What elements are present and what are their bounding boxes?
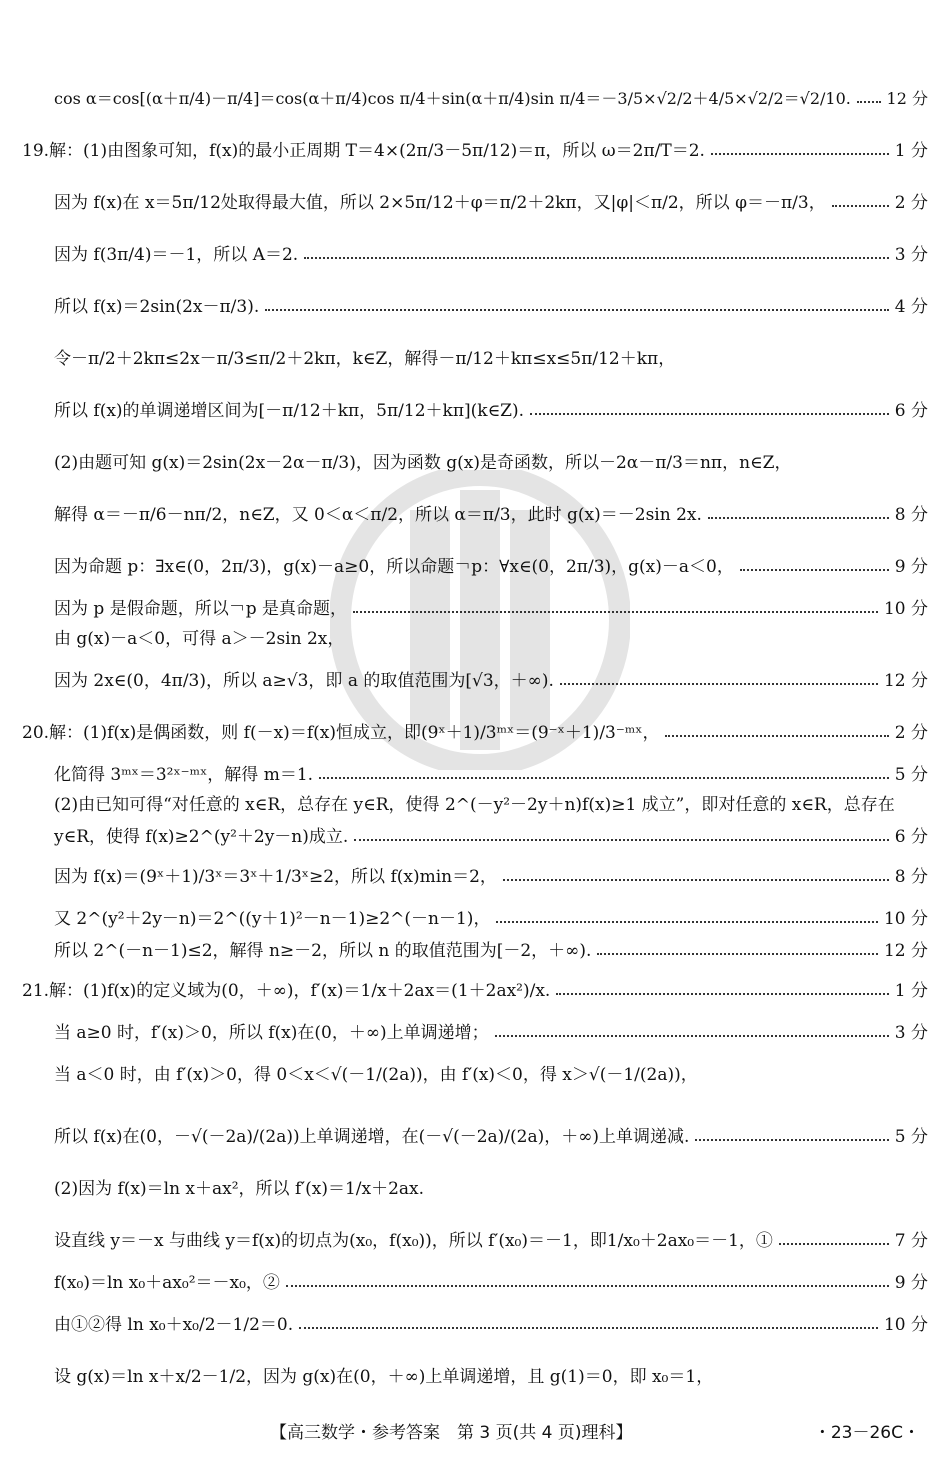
answer-line-text — [54, 764, 313, 786]
answer-line — [54, 1022, 928, 1044]
solution-text: 又 2^(y²＋2y－n)＝2^((y＋1)²－n－1)≥2^(－n－1)， — [54, 909, 491, 929]
score-label: 12 分 — [883, 671, 928, 691]
solution-text: 设 g(x)＝ln x＋x/2－1/2，因为 g(x)在(0，＋∞)上单调递增，且 g(1)＝0，即 x₀＝1， — [54, 1367, 714, 1387]
score-label: 9 分 — [894, 557, 928, 577]
answer-line — [22, 140, 928, 162]
score-label: 4 分 — [894, 297, 928, 317]
score-label: 9 分 — [894, 1273, 928, 1293]
answer-line-text — [54, 598, 347, 620]
question-number: 21. — [22, 981, 50, 1001]
score-label: 7 分 — [894, 1231, 928, 1251]
dot-leader — [354, 839, 888, 841]
score-label: 10 分 — [883, 1315, 928, 1335]
solution-text: 因为 p 是假命题，所以￢p 是真命题， — [54, 599, 347, 619]
dot-leader — [560, 683, 878, 685]
dot-leader — [556, 993, 888, 995]
solution-text: y∈R，使得 f(x)≥2^(y²＋2y－n)成立. — [54, 827, 349, 847]
answer-line — [54, 826, 928, 848]
answer-line — [54, 1064, 928, 1086]
answer-line-text — [54, 826, 348, 848]
dot-leader — [503, 879, 889, 881]
answer-line-text — [54, 670, 554, 692]
dot-leader — [597, 953, 878, 955]
answer-line — [54, 556, 928, 578]
solution-text: 由①②得 ln x₀＋x₀/2－1/2＝0. — [54, 1315, 294, 1335]
answer-line-text — [54, 1064, 698, 1086]
dot-leader — [299, 1327, 878, 1329]
answer-line-text — [54, 348, 675, 370]
solution-text: (2)由已知可得“对任意的 x∈R，总存在 y∈R，使得 2^(－y²－2y＋n)f(x)≥1 成立”，即对任意的 x∈R，总存在 — [54, 795, 895, 815]
score-label: 5 分 — [894, 1127, 928, 1147]
dot-leader — [695, 1139, 888, 1141]
answer-line-text — [54, 504, 702, 526]
solution-text: 所以 f(x)的单调递增区间为[－π/12＋kπ，5π/12＋kπ](k∈Z). — [54, 401, 525, 421]
answer-line-text — [54, 908, 490, 930]
dot-leader — [265, 309, 889, 311]
dot-leader — [319, 777, 889, 779]
answer-line — [54, 764, 928, 786]
dot-leader — [740, 569, 889, 571]
dot-leader — [530, 413, 889, 415]
answer-line-text — [54, 400, 524, 422]
answer-line-text — [54, 1230, 773, 1252]
score-label: 2 分 — [894, 193, 928, 213]
solution-text: (2)由题可知 g(x)＝2sin(2x－2α－π/3)，因为函数 g(x)是奇函数，所以－2α－π/3＝nπ，n∈Z， — [54, 453, 792, 473]
answer-line — [54, 1178, 928, 1200]
score-label: 3 分 — [894, 245, 928, 265]
dot-leader — [353, 611, 878, 613]
answer-line — [54, 1126, 928, 1148]
answer-line-text — [54, 1314, 293, 1336]
solution-text: 解：(1)f(x)是偶函数，则 f(－x)＝f(x)恒成立，即(9ˣ＋1)/3ᵐˣ＝(9⁻ˣ＋1)/3⁻ᵐˣ， — [49, 723, 660, 743]
answer-line — [54, 348, 928, 370]
answer-line-text — [54, 244, 298, 266]
score-label: 1 分 — [894, 141, 928, 161]
answer-line — [54, 504, 928, 526]
page-footer — [0, 1418, 950, 1442]
answer-line — [54, 88, 928, 110]
answer-line — [54, 1314, 928, 1336]
dot-leader — [286, 1285, 889, 1287]
answer-line-text — [22, 980, 550, 1002]
solution-text: 所以 f(x)＝2sin(2x－π/3). — [54, 297, 260, 317]
answer-line-text — [54, 1126, 689, 1148]
answer-line — [54, 296, 928, 318]
solution-text: 当 a≥0 时，f′(x)＞0，所以 f(x)在(0，＋∞)上单调递增； — [54, 1023, 489, 1043]
score-label: 12 分 — [886, 89, 928, 108]
answer-line — [54, 1272, 928, 1294]
answer-line — [54, 1230, 928, 1252]
answer-line — [54, 794, 928, 816]
solution-text: 因为 f(3π/4)＝－1，所以 A＝2. — [54, 245, 299, 265]
answer-line-text — [54, 940, 591, 962]
answer-line — [54, 192, 928, 214]
answer-line-text — [54, 296, 259, 318]
answer-line — [22, 980, 928, 1002]
solution-text: 所以 2^(－n－1)≤2，解得 n≥－2，所以 n 的取值范围为[－2，＋∞). — [54, 941, 592, 961]
score-label: 6 分 — [894, 827, 928, 847]
answer-line — [54, 866, 928, 888]
answer-line-text — [54, 1272, 280, 1294]
score-label: 8 分 — [894, 505, 928, 525]
footer-title: 【高三数学・参考答案 第 3 页(共 4 页)理科】 — [270, 1423, 633, 1443]
solution-text: 因为 2x∈(0，4π/3)，所以 a≥√3，即 a 的取值范围为[√3，＋∞). — [54, 671, 554, 691]
solution-text: 因为命题 p：∃x∈(0，2π/3)，g(x)－a≥0，所以命题￢p：∀x∈(0，2π/3)，g(x)－a＜0， — [54, 557, 734, 577]
solution-text: f(x₀)＝ln x₀＋ax₀²＝－x₀，② — [54, 1273, 280, 1293]
answer-line — [54, 400, 928, 422]
answer-line-text — [54, 866, 497, 888]
dot-leader — [304, 257, 889, 259]
solution-text: (2)因为 f(x)＝ln x＋ax²，所以 f′(x)＝1/x＋2ax. — [54, 1179, 425, 1199]
answer-line-text — [54, 1366, 713, 1388]
answer-line — [54, 598, 928, 620]
answer-line — [22, 722, 928, 744]
score-label: 3 分 — [894, 1023, 928, 1043]
dot-leader — [665, 735, 888, 737]
solution-text: 所以 f(x)在(0，－√(－2a)/(2a))上单调递增，在(－√(－2a)/(2a)，＋∞)上单调递减. — [54, 1127, 690, 1147]
answer-line — [54, 940, 928, 962]
answer-line-text — [54, 1178, 424, 1200]
answer-line — [54, 628, 928, 650]
score-label: 10 分 — [883, 909, 928, 929]
answer-line-text — [22, 140, 705, 162]
score-label: 2 分 — [894, 723, 928, 743]
dot-leader — [496, 921, 878, 923]
question-number: 19. — [22, 141, 50, 161]
question-number: 20. — [22, 723, 50, 743]
solution-text: 因为 f(x)＝(9ˣ＋1)/3ˣ＝3ˣ＋1/3ˣ≥2，所以 f(x)min＝2， — [54, 867, 497, 887]
solution-text: 解：(1)由图象可知，f(x)的最小正周期 T＝4×(2π/3－5π/12)＝π，所以 ω＝2π/T＝2. — [49, 141, 705, 161]
solution-text: 令－π/2＋2kπ≤2x－π/3≤π/2＋2kπ，k∈Z，解得－π/12＋kπ≤x≤5π/12＋kπ， — [54, 349, 676, 369]
solution-text: 当 a＜0 时，由 f′(x)＞0，得 0＜x＜√(－1/(2a))，由 f′(x)＜0，得 x＞√(－1/(2a))， — [54, 1065, 698, 1085]
solution-text: 由 g(x)－a＜0，可得 a＞－2sin 2x， — [54, 629, 345, 649]
answer-line-text — [54, 88, 851, 110]
answer-line — [54, 1366, 928, 1388]
answer-line — [54, 244, 928, 266]
solution-text: 解：(1)f(x)的定义域为(0，＋∞)，f′(x)＝1/x＋2ax＝(1＋2ax²)/x. — [49, 981, 551, 1001]
answer-line — [54, 452, 928, 474]
score-label: 12 分 — [883, 941, 928, 961]
solution-text: 解得 α＝－π/6－nπ/2，n∈Z，又 0＜α＜π/2，所以 α＝π/3，此时 g(x)＝－2sin 2x. — [54, 505, 702, 525]
dot-leader — [779, 1243, 889, 1245]
answer-line-text — [54, 556, 734, 578]
score-label: 1 分 — [894, 981, 928, 1001]
answer-line — [54, 670, 928, 692]
solution-text: 因为 f(x)在 x＝5π/12处取得最大值，所以 2×5π/12＋φ＝π/2＋2kπ，又|φ|＜π/2，所以 φ＝－π/3， — [54, 193, 826, 213]
answer-line — [54, 908, 928, 930]
solution-text: cos α＝cos[(α＋π/4)－π/4]＝cos(α＋π/4)cos π/4＋sin(α＋π/4)sin π/4＝－3/5×√2/2＋4/5×√2/2＝√2/10. — [54, 89, 851, 108]
score-label: 5 分 — [894, 765, 928, 785]
answer-line-text — [54, 452, 791, 474]
answer-line-text — [54, 628, 344, 650]
solution-text: 化简得 3ᵐˣ＝3²ˣ⁻ᵐˣ，解得 m＝1. — [54, 765, 314, 785]
score-label: 6 分 — [894, 401, 928, 421]
answer-line-text — [54, 1022, 489, 1044]
score-label: 10 分 — [883, 599, 928, 619]
footer-code: ・23－26C・ — [813, 1423, 920, 1443]
solution-text: 设直线 y＝－x 与曲线 y＝f(x)的切点为(x₀，f(x₀))，所以 f′(x₀)＝－1，即1/x₀＋2ax₀＝－1，① — [54, 1231, 773, 1251]
answer-line-text — [54, 192, 826, 214]
dot-leader — [711, 153, 889, 155]
dot-leader — [495, 1035, 889, 1037]
dot-leader — [708, 517, 889, 519]
answer-line-text — [54, 794, 895, 816]
answer-line-text — [22, 722, 659, 744]
score-label: 8 分 — [894, 867, 928, 887]
dot-leader — [832, 205, 889, 207]
dot-leader — [857, 101, 881, 103]
